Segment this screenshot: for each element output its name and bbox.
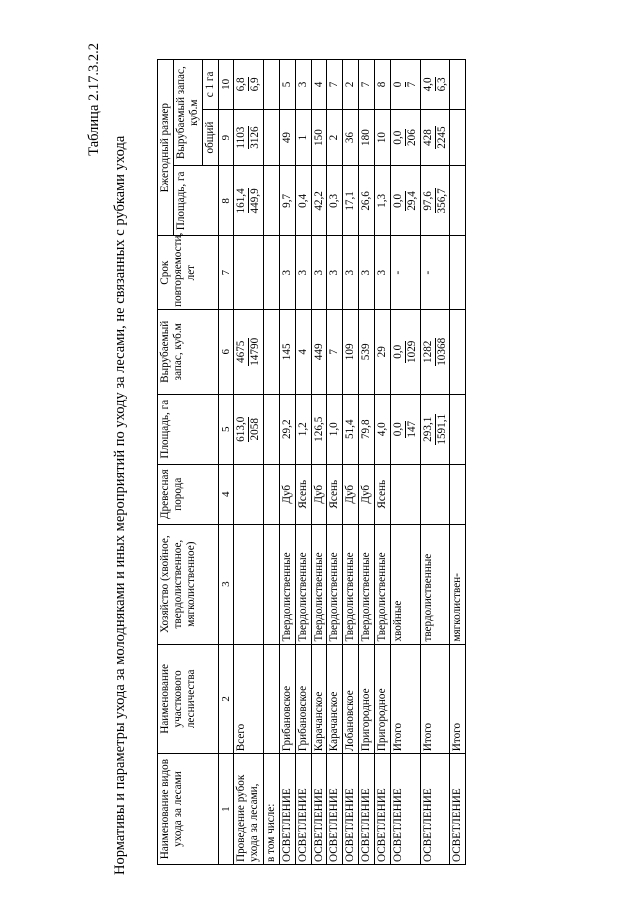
fraction-top: 4675 bbox=[235, 338, 249, 366]
cell-volume bbox=[234, 309, 264, 394]
col-header-species: Древесная порода bbox=[158, 464, 219, 524]
column-number: 5 bbox=[218, 394, 234, 464]
fraction-bottom: 6,3 bbox=[435, 77, 448, 92]
cell-annual-area: 0,3 bbox=[327, 166, 343, 236]
table-row bbox=[450, 60, 466, 865]
cell-care-type: ОСВЕТЛЕНИЕ bbox=[375, 754, 391, 865]
fraction-top: 161,4 bbox=[235, 188, 248, 214]
cell-period: 3 bbox=[327, 236, 343, 309]
cell-annual-volume-per-ha bbox=[263, 60, 279, 110]
table-title: Нормативы и параметры ухода за молодняками и иных мероприятий по уходу за лесами, не связанных с рубками ухода bbox=[112, 135, 128, 875]
table-row bbox=[359, 60, 375, 865]
cell-annual-area: 0,4 bbox=[295, 166, 311, 236]
cell-annual-volume-per-ha: 7 bbox=[327, 60, 343, 110]
fraction-bottom: 7 bbox=[405, 81, 418, 88]
col-header-annual-per-ha: с 1 га bbox=[202, 60, 218, 110]
col-header-annual-volume: Вырубаемый запас, куб.м bbox=[173, 60, 202, 166]
cell-period: 3 bbox=[343, 236, 359, 309]
table-row bbox=[295, 60, 311, 865]
cell-area: 29,2 bbox=[279, 394, 295, 464]
cell-area: 1,0 bbox=[327, 394, 343, 464]
cell-district: Грибановское bbox=[295, 644, 311, 754]
fraction-top: 0 bbox=[391, 81, 404, 88]
cell-district: Пригородное bbox=[359, 644, 375, 754]
cell-period: 3 bbox=[295, 236, 311, 309]
cell-annual-area: 17,1 bbox=[343, 166, 359, 236]
cell-economy: Твердолиственные bbox=[311, 524, 327, 644]
cell-economy: мягколиствен- bbox=[450, 524, 466, 644]
cell-economy: Твердолиственные bbox=[295, 524, 311, 644]
col-header-area: Площадь, га bbox=[158, 394, 219, 464]
cell-area bbox=[390, 394, 420, 464]
fraction-value bbox=[235, 417, 262, 442]
fraction-value bbox=[422, 188, 449, 213]
cell-species: Дуб bbox=[279, 464, 295, 524]
col-header-annual-total: общий bbox=[202, 109, 218, 166]
cell-area bbox=[263, 394, 279, 464]
cell-annual-volume-total: 150 bbox=[311, 109, 327, 166]
cell-district: Карачанское bbox=[327, 644, 343, 754]
cell-annual-volume-total bbox=[390, 109, 420, 166]
cell-species bbox=[420, 464, 450, 524]
cell-care-type: ОСВЕТЛЕНИЕ bbox=[343, 754, 359, 865]
fraction-top: 4,0 bbox=[421, 77, 434, 92]
column-number: 4 bbox=[218, 464, 234, 524]
column-number: 9 bbox=[218, 109, 234, 166]
cell-species: Ясень bbox=[375, 464, 391, 524]
fraction-top: 0,0 bbox=[392, 191, 406, 211]
fraction-top: 0,0 bbox=[391, 130, 404, 145]
cell-district: Итого bbox=[390, 644, 420, 754]
column-number: 3 bbox=[218, 524, 234, 644]
fraction-value bbox=[235, 77, 262, 91]
fraction-bottom: 206 bbox=[405, 129, 418, 146]
cell-species: Дуб bbox=[343, 464, 359, 524]
fraction-top: 613,0 bbox=[235, 416, 248, 442]
cell-annual-volume-total bbox=[450, 109, 466, 166]
cell-economy bbox=[234, 524, 264, 644]
cell-annual-area: 42,2 bbox=[311, 166, 327, 236]
cell-care-type: ОСВЕТЛЕНИЕ bbox=[327, 754, 343, 865]
cell-period: 3 bbox=[279, 236, 295, 309]
table-row bbox=[263, 60, 279, 865]
cell-volume: 7 bbox=[327, 309, 343, 394]
cell-annual-volume-per-ha: 7 bbox=[359, 60, 375, 110]
cell-economy: Твердолиственные bbox=[375, 524, 391, 644]
cell-economy: Твердолиственные bbox=[327, 524, 343, 644]
fraction-top: 0,0 bbox=[392, 341, 406, 363]
cell-period: 3 bbox=[359, 236, 375, 309]
column-number: 8 bbox=[218, 166, 234, 236]
cell-district: Итого bbox=[450, 644, 466, 754]
column-number: 10 bbox=[218, 60, 234, 110]
cell-district bbox=[263, 644, 279, 754]
cell-volume: 145 bbox=[279, 309, 295, 394]
cell-period bbox=[263, 236, 279, 309]
cell-period: - bbox=[420, 236, 450, 309]
fraction-value bbox=[422, 126, 449, 148]
fraction-value bbox=[422, 338, 449, 366]
cell-district: Карачанское bbox=[311, 644, 327, 754]
cell-annual-volume-per-ha bbox=[390, 60, 420, 110]
fraction-top: 6,8 bbox=[235, 77, 248, 92]
fraction-bottom: 1591,1 bbox=[435, 413, 448, 445]
cell-period: 3 bbox=[375, 236, 391, 309]
cell-district: Всего bbox=[234, 644, 264, 754]
cell-annual-volume-total: 1 bbox=[295, 109, 311, 166]
cell-annual-volume-per-ha bbox=[450, 60, 466, 110]
cell-district: Лобановское bbox=[343, 644, 359, 754]
cell-annual-area: 26,6 bbox=[359, 166, 375, 236]
fraction-value bbox=[392, 129, 419, 146]
fraction-bottom: 3126 bbox=[249, 126, 262, 149]
table-row bbox=[390, 60, 420, 865]
cell-annual-volume-total bbox=[263, 109, 279, 166]
cell-economy: твердолиственные bbox=[420, 524, 450, 644]
fraction-bottom: 14790 bbox=[249, 337, 262, 366]
fraction-bottom: 10368 bbox=[435, 337, 448, 366]
cell-annual-volume-total: 36 bbox=[343, 109, 359, 166]
fraction-bottom: 1029 bbox=[405, 340, 418, 363]
fraction-value bbox=[235, 188, 262, 213]
cell-volume bbox=[450, 309, 466, 394]
cell-volume: 539 bbox=[359, 309, 375, 394]
fraction-bottom: 2245 bbox=[435, 126, 448, 149]
cell-species bbox=[390, 464, 420, 524]
cell-district: Грибановское bbox=[279, 644, 295, 754]
fraction-value bbox=[392, 82, 419, 88]
cell-economy: Твердолиственные bbox=[343, 524, 359, 644]
fraction-value bbox=[392, 421, 419, 438]
cell-volume: 4 bbox=[295, 309, 311, 394]
cell-species: Дуб bbox=[359, 464, 375, 524]
cell-economy bbox=[263, 524, 279, 644]
col-header-volume: Вырубаемый запас, куб.м bbox=[158, 309, 219, 394]
fraction-bottom: 29,4 bbox=[405, 191, 418, 211]
cell-annual-area: 9,7 bbox=[279, 166, 295, 236]
column-number: 6 bbox=[218, 309, 234, 394]
col-header-district: Наименование участкового лесничества bbox=[158, 644, 219, 754]
fraction-bottom: 6,9 bbox=[249, 77, 262, 92]
cell-care-type: ОСВЕТЛЕНИЕ bbox=[311, 754, 327, 865]
cell-annual-volume-total: 49 bbox=[279, 109, 295, 166]
fraction-top: 293,1 bbox=[422, 414, 436, 445]
table-row bbox=[375, 60, 391, 865]
fraction-value bbox=[392, 191, 419, 211]
fraction-bottom: 449,9 bbox=[249, 188, 262, 214]
cell-annual-area bbox=[420, 166, 450, 236]
cell-volume: 449 bbox=[311, 309, 327, 394]
table-row bbox=[420, 60, 450, 865]
cell-area: 4,0 bbox=[375, 394, 391, 464]
fraction-bottom: 147 bbox=[405, 420, 418, 438]
cell-volume: 29 bbox=[375, 309, 391, 394]
cell-annual-volume-per-ha: 3 bbox=[295, 60, 311, 110]
cell-period: 3 bbox=[311, 236, 327, 309]
cell-care-type: ОСВЕТЛЕНИЕ bbox=[279, 754, 295, 865]
fraction-top: 1103 bbox=[235, 126, 248, 149]
cell-care-type: ОСВЕТЛЕНИЕ bbox=[450, 754, 466, 865]
cell-species bbox=[263, 464, 279, 524]
fraction-top: 0,0 bbox=[391, 422, 404, 437]
cell-economy: Твердолиственные bbox=[359, 524, 375, 644]
table-body bbox=[234, 60, 466, 865]
column-number: 2 bbox=[218, 644, 234, 754]
fraction-bottom: 2058 bbox=[249, 418, 262, 441]
cell-care-type: ОСВЕТЛЕНИЕ bbox=[295, 754, 311, 865]
table-row bbox=[234, 60, 264, 865]
fraction-bottom: 356,7 bbox=[435, 188, 448, 214]
cell-annual-volume-total: 2 bbox=[327, 109, 343, 166]
cell-annual-volume-total bbox=[234, 109, 264, 166]
cell-area: 126,5 bbox=[311, 394, 327, 464]
cell-species: Ясень bbox=[327, 464, 343, 524]
norms-table bbox=[157, 59, 466, 865]
table-row bbox=[327, 60, 343, 865]
table-row bbox=[279, 60, 295, 865]
cell-period: - bbox=[390, 236, 420, 309]
cell-annual-area bbox=[390, 166, 420, 236]
cell-care-type: Проведение рубок ухода за лесами, bbox=[234, 754, 264, 865]
col-header-type: Наименование видов ухода за лесами bbox=[158, 754, 219, 865]
cell-annual-volume-per-ha bbox=[234, 60, 264, 110]
cell-economy: хвойные bbox=[390, 524, 420, 644]
cell-area bbox=[420, 394, 450, 464]
cell-annual-volume-total: 180 bbox=[359, 109, 375, 166]
cell-area: 79,8 bbox=[359, 394, 375, 464]
col-header-annual: Ежегодный размер bbox=[158, 60, 174, 236]
cell-economy: Твердолиственные bbox=[279, 524, 295, 644]
cell-annual-volume-total: 10 bbox=[375, 109, 391, 166]
cell-volume bbox=[390, 309, 420, 394]
cell-care-type: ОСВЕТЛЕНИЕ bbox=[359, 754, 375, 865]
cell-annual-volume-per-ha: 2 bbox=[343, 60, 359, 110]
fraction-top: 428 bbox=[422, 126, 436, 148]
table-row bbox=[311, 60, 327, 865]
header-row-1 bbox=[158, 60, 174, 865]
cell-annual-area bbox=[263, 166, 279, 236]
cell-annual-volume-per-ha: 5 bbox=[279, 60, 295, 110]
cell-species bbox=[234, 464, 264, 524]
cell-area: 51,4 bbox=[343, 394, 359, 464]
cell-period bbox=[234, 236, 264, 309]
cell-care-type: ОСВЕТЛЕНИЕ bbox=[420, 754, 450, 865]
cell-species: Ясень bbox=[295, 464, 311, 524]
table-number: Таблица 2.17.3.2.2 bbox=[86, 43, 102, 156]
cell-district: Пригородное bbox=[375, 644, 391, 754]
cell-species bbox=[450, 464, 466, 524]
cell-volume: 109 bbox=[343, 309, 359, 394]
fraction-value bbox=[422, 77, 449, 91]
cell-volume bbox=[263, 309, 279, 394]
cell-annual-area: 1,3 bbox=[375, 166, 391, 236]
fraction-top: 97,6 bbox=[422, 188, 436, 213]
fraction-value bbox=[392, 341, 419, 363]
cell-annual-volume-total bbox=[420, 109, 450, 166]
cell-area bbox=[234, 394, 264, 464]
fraction-value bbox=[422, 414, 449, 445]
fraction-top: 1282 bbox=[422, 338, 436, 366]
fraction-value bbox=[235, 126, 262, 148]
cell-period bbox=[450, 236, 466, 309]
cell-area bbox=[450, 394, 466, 464]
cell-care-type: ОСВЕТЛЕНИЕ bbox=[390, 754, 420, 865]
cell-district: Итого bbox=[420, 644, 450, 754]
col-header-period: Срок повторяемости, лет bbox=[158, 236, 219, 309]
cell-annual-volume-per-ha: 4 bbox=[311, 60, 327, 110]
fraction-value bbox=[235, 338, 262, 366]
cell-species: Дуб bbox=[311, 464, 327, 524]
cell-volume bbox=[420, 309, 450, 394]
cell-annual-area bbox=[450, 166, 466, 236]
table-row bbox=[343, 60, 359, 865]
cell-annual-volume-per-ha: 8 bbox=[375, 60, 391, 110]
cell-annual-area bbox=[234, 166, 264, 236]
cell-care-type: в том числе: bbox=[263, 754, 279, 865]
col-header-economy: Хозяйство (хвойное, твердолиственное, мягколиственное) bbox=[158, 524, 219, 644]
cell-area: 1,2 bbox=[295, 394, 311, 464]
column-number: 1 bbox=[218, 754, 234, 865]
column-number-row bbox=[218, 60, 234, 865]
column-number: 7 bbox=[218, 236, 234, 309]
col-header-annual-area: Площадь, га bbox=[173, 166, 218, 236]
cell-annual-volume-per-ha bbox=[420, 60, 450, 110]
